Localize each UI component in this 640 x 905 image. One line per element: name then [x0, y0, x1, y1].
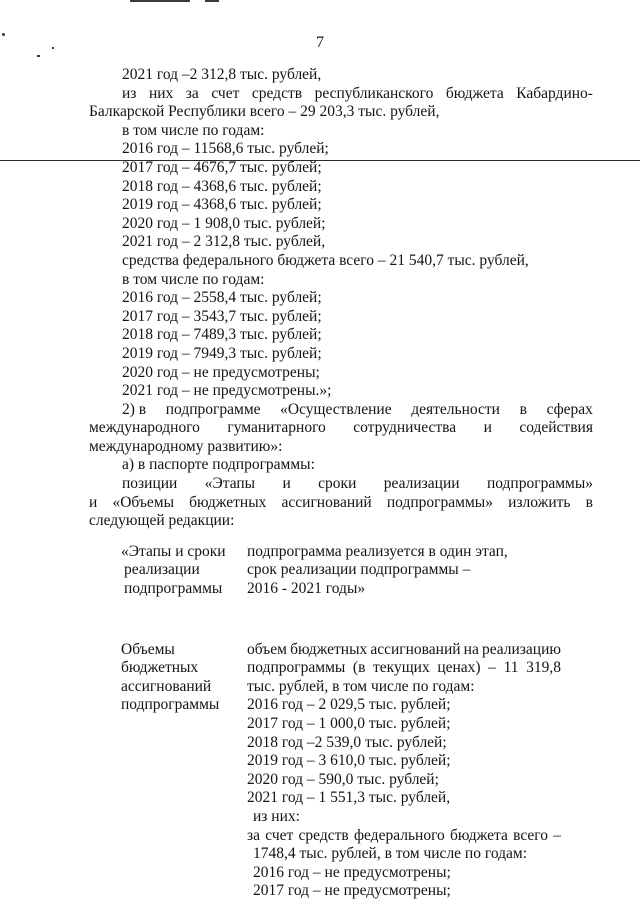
table-label: подпрограммы [121, 696, 220, 714]
justified-line: из них за счет средств республиканского бюджета Кабардино- [122, 84, 593, 102]
text-line: а) в паспорте подпрограммы: [122, 456, 315, 474]
justified-line: объем бюджетных ассигнований на реализацию [247, 640, 561, 658]
justified-line: 2) в подпрограмме «Осуществление деятельности в сферах [122, 400, 593, 418]
table-value: 2021 год – 1 551,3 тыс. рублей, [247, 789, 451, 807]
text-line: 2018 год – 7489,3 тыс. рублей; [122, 326, 322, 344]
text-line: средства федерального бюджета всего – 21 540,7 тыс. рублей, [122, 251, 529, 269]
text-line: 2019 год – 4368,6 тыс. рублей; [122, 196, 322, 214]
page-number: 7 [316, 34, 324, 51]
text-line: в том числе по годам: [122, 121, 265, 139]
table-label: ассигнований [121, 677, 212, 695]
justified-line: подпрограммы (в текущих ценах) – 11 319,8 [247, 659, 561, 677]
text-line: 2021 год – 2 312,8 тыс. рублей, [122, 233, 326, 251]
table-label: реализации [124, 561, 200, 579]
scan-artifact-top [130, 0, 190, 2]
table-label: Объемы [121, 640, 175, 658]
justified-line: позиции «Этапы и сроки реализации подпрограммы» [122, 475, 593, 493]
text-line: 2016 год – 11568,6 тыс. рублей; [122, 140, 329, 158]
text-line: 2016 год – 2558,4 тыс. рублей; [122, 289, 322, 307]
scan-artifact-left-2 [37, 55, 40, 57]
text-line: следующей редакции: [89, 512, 235, 530]
text-line: 2020 год – 1 908,0 тыс. рублей; [122, 214, 326, 232]
table-value: 2020 год – 590,0 тыс. рублей; [247, 770, 439, 788]
table-value: подпрограмма реализуется в один этап, [247, 542, 508, 560]
document-body [89, 66, 593, 901]
justified-line: и «Объемы бюджетных ассигнований подпрограммы» изложить в [89, 493, 593, 511]
text-line: 2020 год – не предусмотрены; [122, 363, 320, 381]
table-label: бюджетных [121, 659, 199, 677]
table-value: 2016 год – 2 029,5 тыс. рублей; [247, 696, 451, 714]
table-label: «Этапы и сроки [121, 542, 226, 560]
passport-table-row-stages [89, 543, 593, 599]
text-line: 2019 год – 7949,3 тыс. рублей; [122, 344, 322, 362]
text-line: Балкарской Республики всего – 29 203,3 тыс. рублей, [89, 103, 440, 121]
table-value: 1748,4 тыс. рублей, в том числе по годам: [253, 845, 528, 863]
table-label: подпрограммы [124, 580, 223, 598]
text-line: 2021 год –2 312,8 тыс. рублей, [122, 66, 322, 83]
justified-line: за счет средств федерального бюджета всего – [247, 826, 561, 844]
justified-line: международного гуманитарного сотрудничества и содействия [89, 419, 593, 437]
table-value: 2017 год – 1 000,0 тыс. рублей; [247, 715, 451, 732]
table-value: 2016 - 2021 годы» [247, 580, 366, 598]
text-line: 2021 год – не предусмотрены.»; [122, 382, 332, 400]
table-value: тыс. рублей, в том числе по годам: [247, 677, 475, 695]
text-line: в том числе по годам: [122, 270, 265, 288]
text-line: международному развитию»: [89, 437, 283, 455]
table-value: срок реализации подпрограммы – [247, 561, 471, 579]
table-value: 2017 год – не предусмотрены; [253, 882, 451, 900]
table-value: 2016 год – не предусмотрены; [253, 863, 451, 881]
table-value: 2018 год –2 539,0 тыс. рублей; [247, 733, 447, 751]
table-value: из них: [253, 807, 300, 825]
scan-artifact-top-right [205, 0, 219, 2]
text-line: 2017 год – 4676,7 тыс. рублей; [122, 158, 322, 176]
text-line: 2018 год – 4368,6 тыс. рублей; [122, 177, 322, 195]
text-line: 2017 год – 3543,7 тыс. рублей; [122, 307, 322, 325]
passport-table-row-funding [89, 641, 593, 901]
table-value: 2019 год – 3 610,0 тыс. рублей; [247, 752, 451, 770]
